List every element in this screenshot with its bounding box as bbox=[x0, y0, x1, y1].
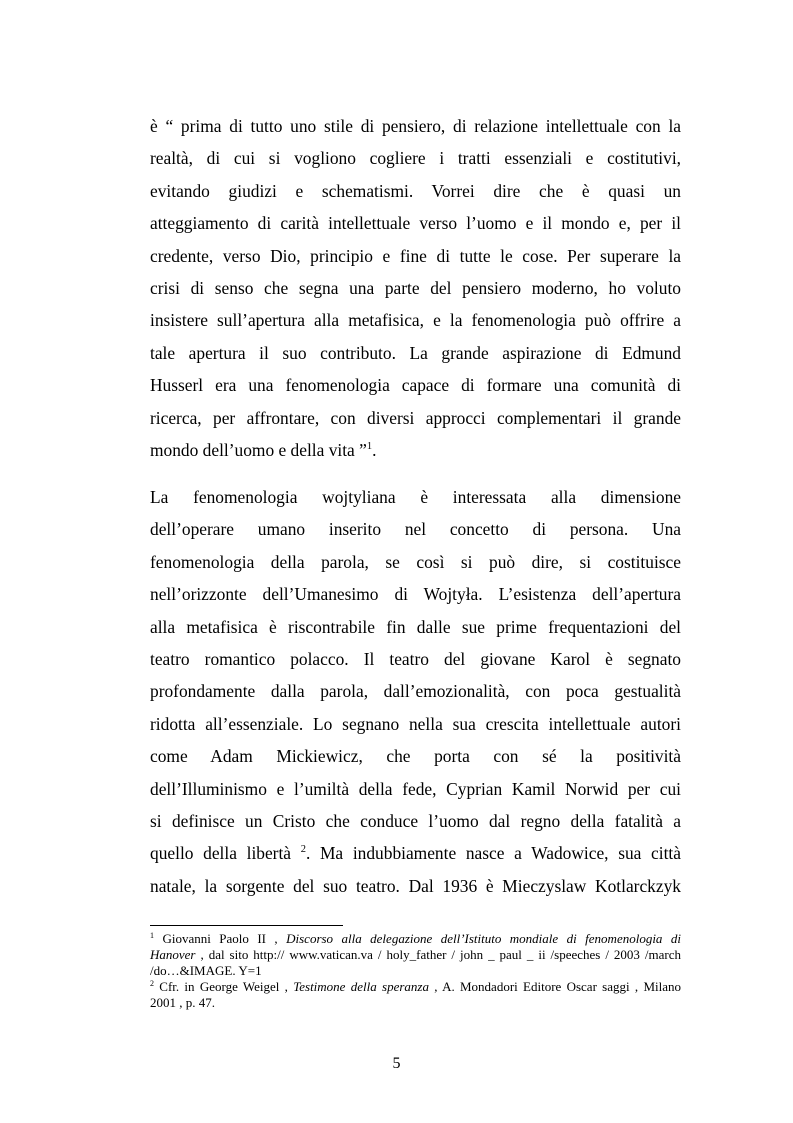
footnote-marker: 1 bbox=[150, 931, 154, 940]
paragraph-body bbox=[150, 481, 681, 902]
text-fragment: quello della libertà bbox=[150, 843, 292, 864]
text-line: si definisce un Cristo che conduce l’uomo dal regno della fatalità a bbox=[150, 810, 681, 831]
footnote-2-line: 2001 , p. 47. bbox=[150, 995, 215, 1010]
text-line: dell’operare umano inserito nel concetto di persona. Una bbox=[150, 519, 681, 540]
text-line: come Adam Mickiewicz, che porta con sé la positività bbox=[150, 746, 681, 767]
text-line: è “ prima di tutto uno stile di pensiero, di relazione intellettuale con la bbox=[150, 116, 681, 136]
text-line: alla metafisica è riscontrabile fin dalle sue prime frequentazioni del bbox=[150, 616, 681, 637]
footnote-title: Discorso alla delegazione dell’Istituto mondiale di fenomenologia di bbox=[286, 931, 681, 946]
text-line: credente, verso Dio, principio e fine di tutte le cose. Per superare la bbox=[150, 245, 681, 266]
footnote-text: Giovanni Paolo II , bbox=[154, 931, 287, 946]
text-line: realtà, di cui si vogliono cogliere i tratti essenziali e costitutivi, bbox=[150, 148, 681, 169]
footnote-1-line bbox=[150, 947, 681, 963]
footnote-text: Cfr. in George Weigel , bbox=[154, 979, 294, 994]
text-line: tale apertura il suo contributo. La grande aspirazione di Edmund bbox=[150, 342, 681, 363]
text-fragment: . bbox=[372, 439, 377, 460]
footnote-title: Testimone della speranza bbox=[293, 979, 429, 994]
text-line: insistere sull’apertura alla metafisica, e la fenomenologia può offrire a bbox=[150, 310, 681, 331]
text-fragment: . Ma indubbiamente nasce a Wadowice, sua città bbox=[305, 843, 681, 864]
text-line: nell’orizzonte dell’Umanesimo di Wojtyła. L’esistenza dell’apertura bbox=[150, 584, 681, 605]
footnote-text: , A. Mondadori Editore Oscar saggi , Milano bbox=[428, 979, 681, 994]
text-line: fenomenologia della parola, se così si può dire, si costituisce bbox=[150, 551, 681, 572]
footnote-1-line bbox=[150, 931, 681, 947]
text-line-last bbox=[150, 434, 681, 466]
footnote-marker: 2 bbox=[150, 979, 154, 988]
text-line: teatro romantico polacco. Il teatro del giovane Karol è segnato bbox=[150, 648, 681, 669]
text-line: natale, la sorgente del suo teatro. Dal 1936 è Mieczyslaw Kotlarckzyk bbox=[150, 875, 681, 896]
footnote-title: Hanover bbox=[150, 947, 196, 962]
paragraph-quotation bbox=[150, 110, 681, 466]
text-fragment: mondo dell’uomo e della vita ” bbox=[150, 439, 367, 460]
footnote-separator bbox=[150, 925, 343, 926]
footnotes bbox=[150, 931, 681, 1011]
text-line: La fenomenologia wojtyliana è interessata alla dimensione bbox=[150, 487, 681, 507]
page-number: 5 bbox=[392, 1055, 401, 1072]
footnote-1-line: /do…&IMAGE. Y=1 bbox=[150, 963, 262, 978]
footnote-url[interactable]: , dal sito http:// www.vatican.va / holy_father / john _ paul _ ii /speeches / 2003 /march bbox=[195, 947, 681, 962]
text-line: ricerca, per affrontare, con diversi approcci complementari il grande bbox=[150, 407, 681, 428]
text-line: Husserl era una fenomenologia capace di formare una comunità di bbox=[150, 375, 681, 396]
text-line: crisi di senso che segna una parte del pensiero moderno, ho voluto bbox=[150, 277, 681, 298]
text-line: dell’Illuminismo e l’umiltà della fede, Cyprian Kamil Norwid per cui bbox=[150, 778, 681, 799]
text-line: evitando giudizi e schematismi. Vorrei dire che è quasi un bbox=[150, 180, 681, 201]
footnote-2-line bbox=[150, 979, 681, 995]
text-line: atteggiamento di carità intellettuale verso l’uomo e il mondo e, per il bbox=[150, 213, 681, 234]
footnote-reference[interactable]: 1 bbox=[366, 440, 373, 452]
footnote-reference[interactable]: 2 bbox=[300, 844, 306, 856]
text-line: profondamente dalla parola, dall’emozionalità, con poca gestualità bbox=[150, 681, 681, 702]
text-line: ridotta all’essenziale. Lo segnano nella sua crescita intellettuale autori bbox=[150, 713, 681, 734]
text-line bbox=[150, 837, 681, 869]
